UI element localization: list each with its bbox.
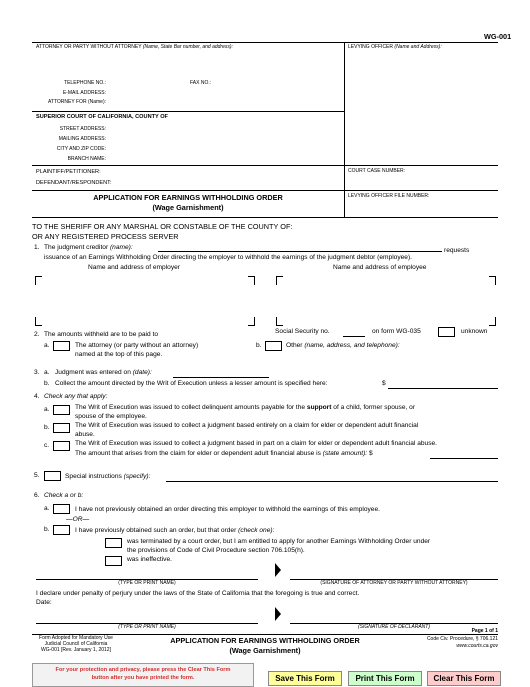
levying-section-bottom [344,165,498,166]
adopted-line-2: Judicial Council of California [44,641,108,647]
item-1-line-2: issuance of an Earnings Withholding Order directing the employer to withhold the earnings of the judgment debtor (employee). [44,254,412,261]
item-4c-hint: (state amount): [322,450,368,457]
privacy-line-2: button after you have printed the form. [91,675,195,681]
ssn-field[interactable] [343,336,365,337]
caption-top-border [32,42,498,43]
item-4c-checkbox[interactable] [53,441,70,451]
item-2-text: The amounts withheld are to be paid to [44,331,158,338]
attorney-header-hint: (Name, State Bar number, and address): [142,44,233,50]
item-4c-letter: c. [44,442,50,449]
levying-officer-hint: (Name and Address): [394,44,442,50]
item-3a-letter: a. [44,369,50,376]
levying-file-number-label: LEVYING OFFICER FILE NUMBER: [348,193,430,199]
item-4b-letter: b. [44,424,50,431]
email-label: E-MAIL ADDRESS: [62,90,106,96]
item-4c-line-2-label: The amount that arises from the claim for elder or dependent adult financial abuse is [75,450,321,457]
item-6b-terminated-text: was terminated by a court order, but I am entitled to apply for another Earnings Withholding Order under [127,538,431,545]
declarant-signature-caption: (SIGNATURE OF DECLARANT) [357,624,431,630]
item-2b-label: Other [286,342,303,349]
item-6-number: 6. [34,492,40,499]
item-3b-dollar: $ [382,380,386,387]
item-1-number: 1. [34,244,40,251]
caption-bottom-border [32,217,498,218]
mailing-address-label: MAILING ADDRESS: [58,136,106,142]
ssn-label: Social Security no. [275,328,330,335]
save-form-button[interactable]: Save This Form [268,671,342,686]
employer-address-field[interactable] [35,276,255,326]
item-4b-line-2: abuse. [75,431,95,438]
item-4a-bold: support [306,404,332,411]
creditor-name-field[interactable] [158,251,442,252]
item-3-number: 3. [34,369,40,376]
item-4a-post: of a child, former spouse, or [333,404,416,411]
item-5-checkbox[interactable] [44,471,61,481]
item-4a-letter: a. [44,406,50,413]
item-2a-text-line-2: named at the top of this page. [75,351,163,358]
item-6a-letter: a. [44,505,50,512]
item-1-requests: requests [444,247,470,254]
print-form-button[interactable]: Print This Form [348,671,422,686]
form-wg035-label: on form WG-035 [372,328,421,335]
form-title: APPLICATION FOR EARNINGS WITHHOLDING ORDER [93,193,283,202]
court-title: SUPERIOR COURT OF CALIFORNIA, COUNTY OF [36,114,168,120]
item-3a-text [55,370,152,377]
signature-arrow-1-icon [275,563,281,577]
code-citation: Code Civ. Procedure, § 706.121 [426,636,498,642]
item-6-heading: Check a or b: [44,492,84,499]
item-6b-label: I have previously obtained such an order, but that order [75,527,237,534]
item-1-text [44,245,133,252]
attorney-header [36,45,233,50]
financial-abuse-amount-field[interactable] [430,458,498,459]
employee-address-field[interactable] [276,276,496,326]
item-6a-text: I have not previously obtained an order directing this employer to withhold the earnings of this employee. [75,506,380,513]
telephone-label: TELEPHONE NO.: [64,80,106,86]
item-6b-hint: (check one): [238,527,275,534]
lesser-amount-field[interactable] [388,388,498,389]
employer-header: Name and address of employer [88,264,180,271]
fax-label: FAX NO.: [190,80,212,86]
street-address-label: STREET ADDRESS: [59,126,106,132]
court-case-number-label: COURT CASE NUMBER: [348,168,406,174]
adopted-line-1: Form Adopted for Mandatory Use [39,635,113,641]
item-4b-text: The Writ of Execution was issued to collect a judgment based entirely on a claim for elder or dependent adult financial [75,422,419,429]
attorney-signature-caption: (SIGNATURE OF ATTORNEY OR PARTY WITHOUT ATTORNEY) [320,580,468,586]
levying-officer-label: LEVYING OFFICER [348,44,394,50]
unknown-label: unknown [461,328,488,335]
item-6b-ineffective-text: was ineffective. [127,556,172,563]
courts-website: www.courts.ca.gov [456,643,498,649]
privacy-notice [32,663,254,687]
declaration-text: I declare under penalty of perjury under the laws of the State of California that the foregoing is true and correct. [36,590,360,597]
item-1-hint: (name): [109,244,133,251]
item-6-or: —OR— [66,516,90,523]
item-4-heading: Check any that apply: [44,393,108,400]
footer-title: APPLICATION FOR EARNINGS WITHHOLDING ORDER [170,636,360,645]
privacy-line-1: For your protection and privacy, please press the Clear This Form [55,667,231,673]
item-5-label: Special instructions [65,473,122,480]
item-4c-dollar: $ [368,450,373,457]
form-id: WG-001 [484,32,512,41]
signature-arrow-2-icon [275,607,281,621]
item-6b-checkbox[interactable] [53,525,70,535]
form-subtitle: (Wage Garnishment) [152,203,224,212]
item-2b-checkbox[interactable] [265,341,282,351]
plaintiff-label: PLAINTIFF/PETITIONER: [36,169,101,175]
item-6b-ineffective-checkbox[interactable] [105,556,122,566]
item-3a-label: Judgment was entered on [55,369,131,376]
item-3a-hint: (date): [132,369,152,376]
item-4b-checkbox[interactable] [53,423,70,433]
unknown-checkbox[interactable] [438,327,455,337]
branch-name-label: BRANCH NAME: [67,156,106,162]
item-6b-text [75,528,274,535]
defendant-label: DEFENDANT/RESPONDENT: [36,180,112,186]
item-4c-line-2 [75,451,373,458]
item-3b-letter: b. [44,380,50,387]
attorney-header-label: ATTORNEY OR PARTY WITHOUT ATTORNEY [36,44,142,50]
item-6a-checkbox[interactable] [53,504,70,514]
item-4a-checkbox[interactable] [53,405,70,415]
clear-form-button[interactable]: Clear This Form [427,671,501,686]
judgment-date-field[interactable] [173,377,269,378]
footer-subtitle: (Wage Garnishment) [229,646,301,655]
parties-section-bottom [32,190,498,191]
item-4-number: 4. [34,393,40,400]
item-2b-text [286,343,400,350]
item-6b-terminated-checkbox[interactable] [105,538,122,548]
item-3b-text: Collect the amount directed by the Writ of Execution unless a lesser amount is specified here: [55,380,328,387]
attorney-section-bottom [32,111,344,112]
adopted-line-3: WG-001 [Rev. January 1, 2012] [41,647,111,653]
page-number: Page 1 of 1 [471,628,498,634]
employee-header: Name and address of employee [333,264,427,271]
intro-line-2: OR ANY REGISTERED PROCESS SERVER [32,232,179,241]
attorney-for-label: ATTORNEY FOR (Name): [47,99,106,105]
item-2b-letter: b. [256,342,262,349]
item-4c-text: The Writ of Execution was issued to collect a judgment based in part on a claim for elder or dependent adult financial abuse. [75,440,438,447]
item-2b-hint: (name, address, and telephone): [304,342,400,349]
item-2a-text: The attorney (or party without an attorney) [75,342,199,349]
item-5-hint: (specify): [123,473,151,480]
item-6b-letter: b. [44,526,50,533]
print-name-caption-2: (TYPE OR PRINT NAME) [118,624,176,630]
item-4a-text [75,405,415,412]
item-6b-terminated-line-2: the provisions of Code of Civil Procedure section 706.105(h). [127,547,305,554]
item-2-number: 2. [34,331,40,338]
city-zip-label: CITY AND ZIP CODE: [56,146,106,152]
special-instructions-field[interactable] [166,481,498,482]
item-4a-line-2: spouse of the employee. [75,413,147,420]
court-section-bottom [32,165,344,166]
item-1-label: The judgment creditor [44,244,109,251]
item-5-number: 5. [34,472,40,479]
item-2a-checkbox[interactable] [53,341,70,351]
date-label: Date: [36,599,52,606]
item-5-text [65,474,150,481]
intro-line-1: TO THE SHERIFF OR ANY MARSHAL OR CONSTABLE OF THE COUNTY OF: [32,222,293,231]
levying-officer-header [348,45,442,50]
print-name-caption-1: (TYPE OR PRINT NAME) [118,580,176,586]
item-2a-letter: a. [44,342,50,349]
item-4a-pre: The Writ of Execution was issued to collect delinquent amounts payable for the [75,404,306,411]
